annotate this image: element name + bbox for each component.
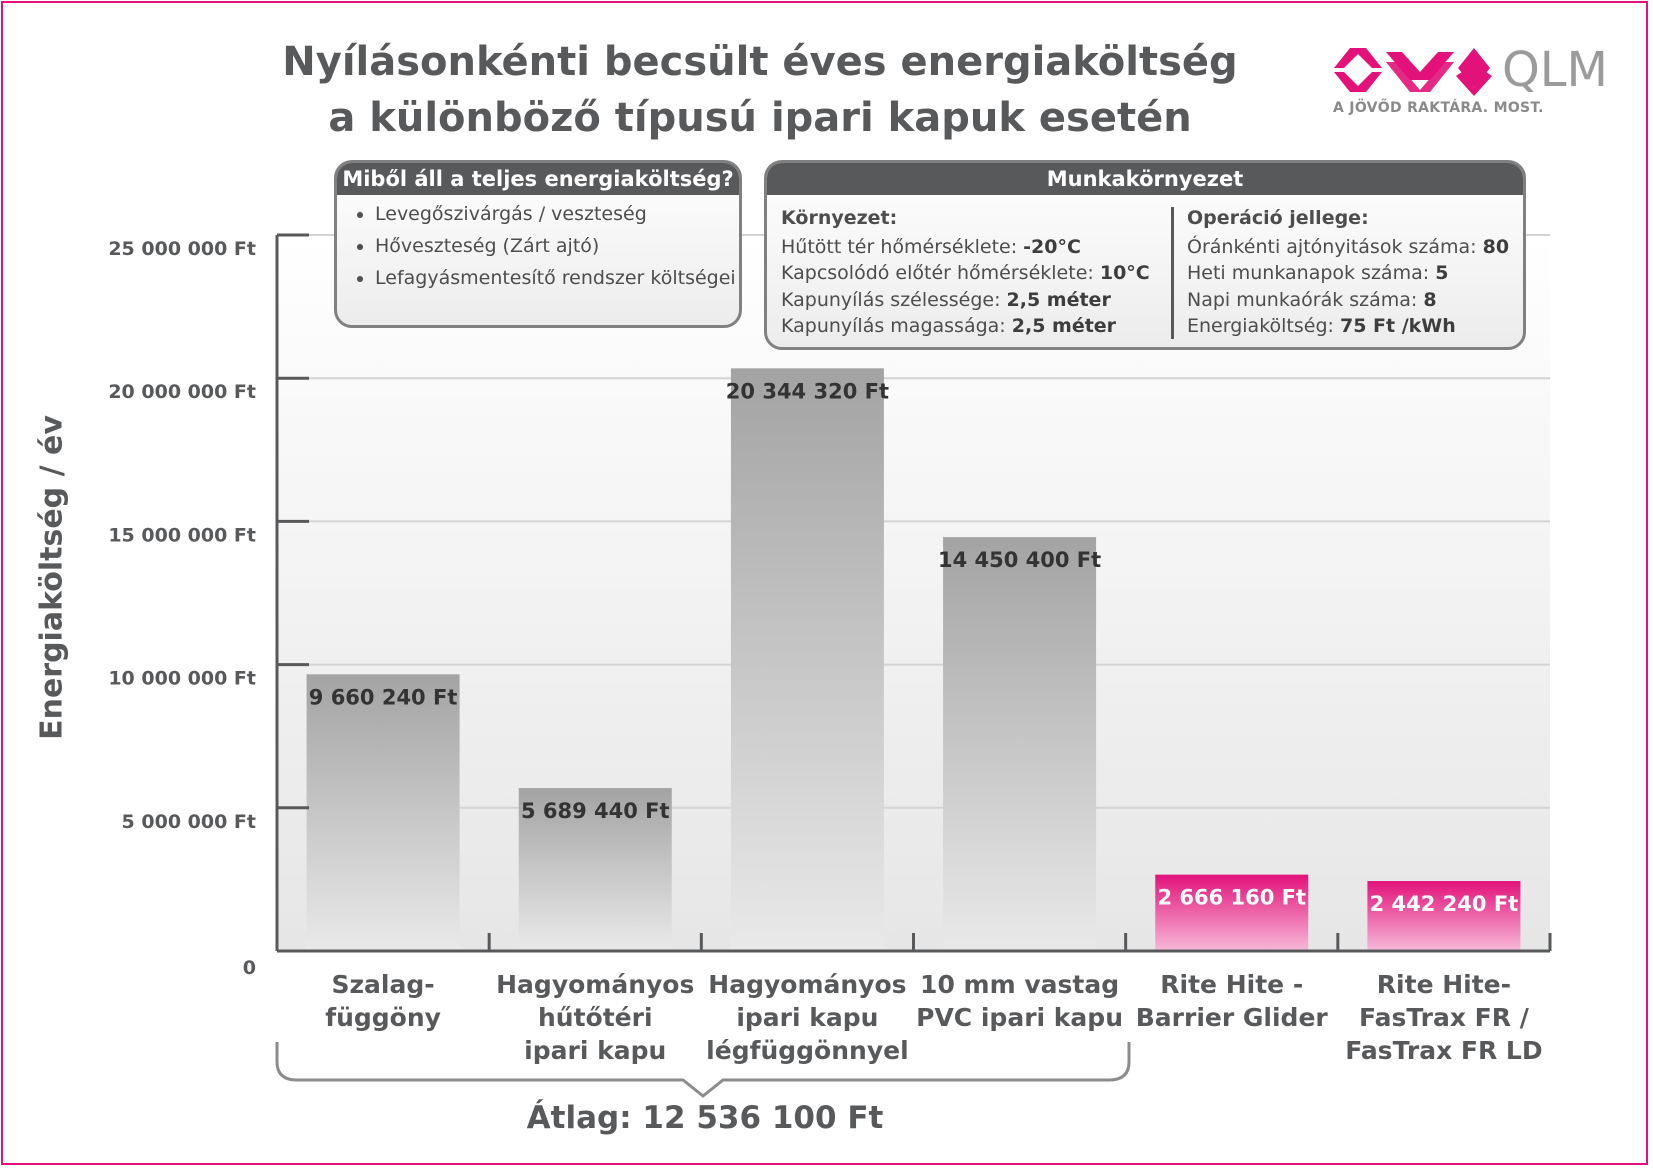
env-row: Kapunyílás szélessége: 2,5 méter: [781, 288, 1111, 311]
x-category-label: [916, 970, 1123, 1032]
x-category-line: Hagyományos: [496, 970, 695, 999]
x-category-line: Rite Hite -: [1160, 970, 1304, 999]
x-category-line: ipari kapu: [736, 1003, 879, 1032]
x-category-line: légfüggönnyel: [706, 1036, 909, 1065]
title-line-1: Nyílásonkénti becsült éves energiaköltség: [282, 39, 1238, 85]
bar-value-label: 2 442 240 Ft: [1369, 892, 1519, 917]
op-row: Energiaköltség: 75 Ft /kWh: [1187, 315, 1456, 337]
x-category-line: Barrier Glider: [1135, 1003, 1328, 1032]
x-category-line: Szalag-: [331, 970, 435, 999]
op-row: Óránkénti ajtónyitások száma: 80: [1187, 235, 1510, 258]
y-tick-label: 20 000 000 Ft: [108, 381, 256, 404]
y-tick-label: 5 000 000 Ft: [121, 810, 256, 833]
env-row: Kapunyílás magassága: 2,5 méter: [781, 315, 1117, 337]
energy-cost-components-box: [334, 160, 742, 328]
environment-heading: Környezet:: [781, 207, 898, 229]
y-tick-label: 10 000 000 Ft: [108, 667, 256, 690]
y-tick-label: 0: [242, 957, 256, 979]
x-category-label: [1345, 970, 1542, 1065]
x-category-line: hűtőtéri: [537, 1003, 653, 1032]
logo-tagline: A JÖVŐD RAKTÁRA. MOST.: [1333, 100, 1544, 116]
average-brace: [277, 1042, 1129, 1096]
average-label: Átlag: 12 536 100 Ft: [526, 1100, 884, 1136]
bar-value-label: 5 689 440 Ft: [520, 799, 670, 824]
x-category-line: Rite Hite-: [1376, 970, 1512, 999]
env-row: Hűtött tér hőmérséklete: -20°C: [781, 235, 1081, 258]
energy-cost-heading: Miből áll a teljes energiaköltség?: [337, 163, 739, 195]
work-environment-heading: Munkakörnyezet: [767, 163, 1523, 195]
x-category-line: FasTrax FR /: [1358, 1003, 1529, 1032]
y-tick-label: 25 000 000 Ft: [108, 238, 256, 260]
x-category-line: PVC ipari kapu: [916, 1003, 1124, 1032]
environment-column: [781, 205, 1150, 340]
bar: [943, 537, 1096, 949]
x-category-line: FasTrax FR LD: [1345, 1036, 1543, 1065]
list-item: • Levegőszivárgás / veszteség: [375, 201, 739, 227]
operation-heading: Operáció jellege:: [1187, 207, 1369, 229]
x-category-label: [325, 970, 441, 1032]
operation-column: [1187, 205, 1509, 340]
list-item: • Hőveszteség (Zárt ajtó): [375, 233, 739, 259]
logo-text: QLM: [1502, 42, 1608, 98]
bar-value-label: 14 450 400 Ft: [937, 548, 1102, 573]
bar-value-label: 2 666 160 Ft: [1157, 885, 1307, 910]
column-divider: [1171, 207, 1174, 339]
list-item: • Lefagyásmentesítő rendszer költségei: [375, 265, 739, 291]
bar-value-label: 20 344 320 Ft: [725, 379, 890, 404]
op-row: Napi munkaórák száma: 8: [1187, 288, 1437, 311]
y-tick-label: 15 000 000 Ft: [108, 524, 256, 547]
x-category-line: ipari kapu: [524, 1036, 667, 1065]
x-category-label: [496, 970, 694, 1065]
work-environment-box: [764, 160, 1526, 350]
bar: [307, 674, 460, 949]
x-category-line: 10 mm vastag: [920, 970, 1120, 999]
energy-cost-list: [337, 201, 739, 291]
x-category-line: Hagyományos: [708, 970, 907, 999]
bar-value-label: 9 660 240 Ft: [308, 685, 458, 710]
op-row: Heti munkanapok száma: 5: [1187, 262, 1449, 284]
title-line-2: a különböző típusú ipari kapuk esetén: [328, 95, 1192, 141]
x-category-label: [1136, 970, 1329, 1032]
y-axis-label: Energiaköltség / év: [34, 415, 70, 740]
x-category-line: függöny: [325, 1003, 441, 1032]
bar: [731, 368, 884, 949]
env-row: Kapcsolódó előtér hőmérséklete: 10°C: [781, 262, 1150, 284]
x-category-label: [706, 970, 908, 1065]
